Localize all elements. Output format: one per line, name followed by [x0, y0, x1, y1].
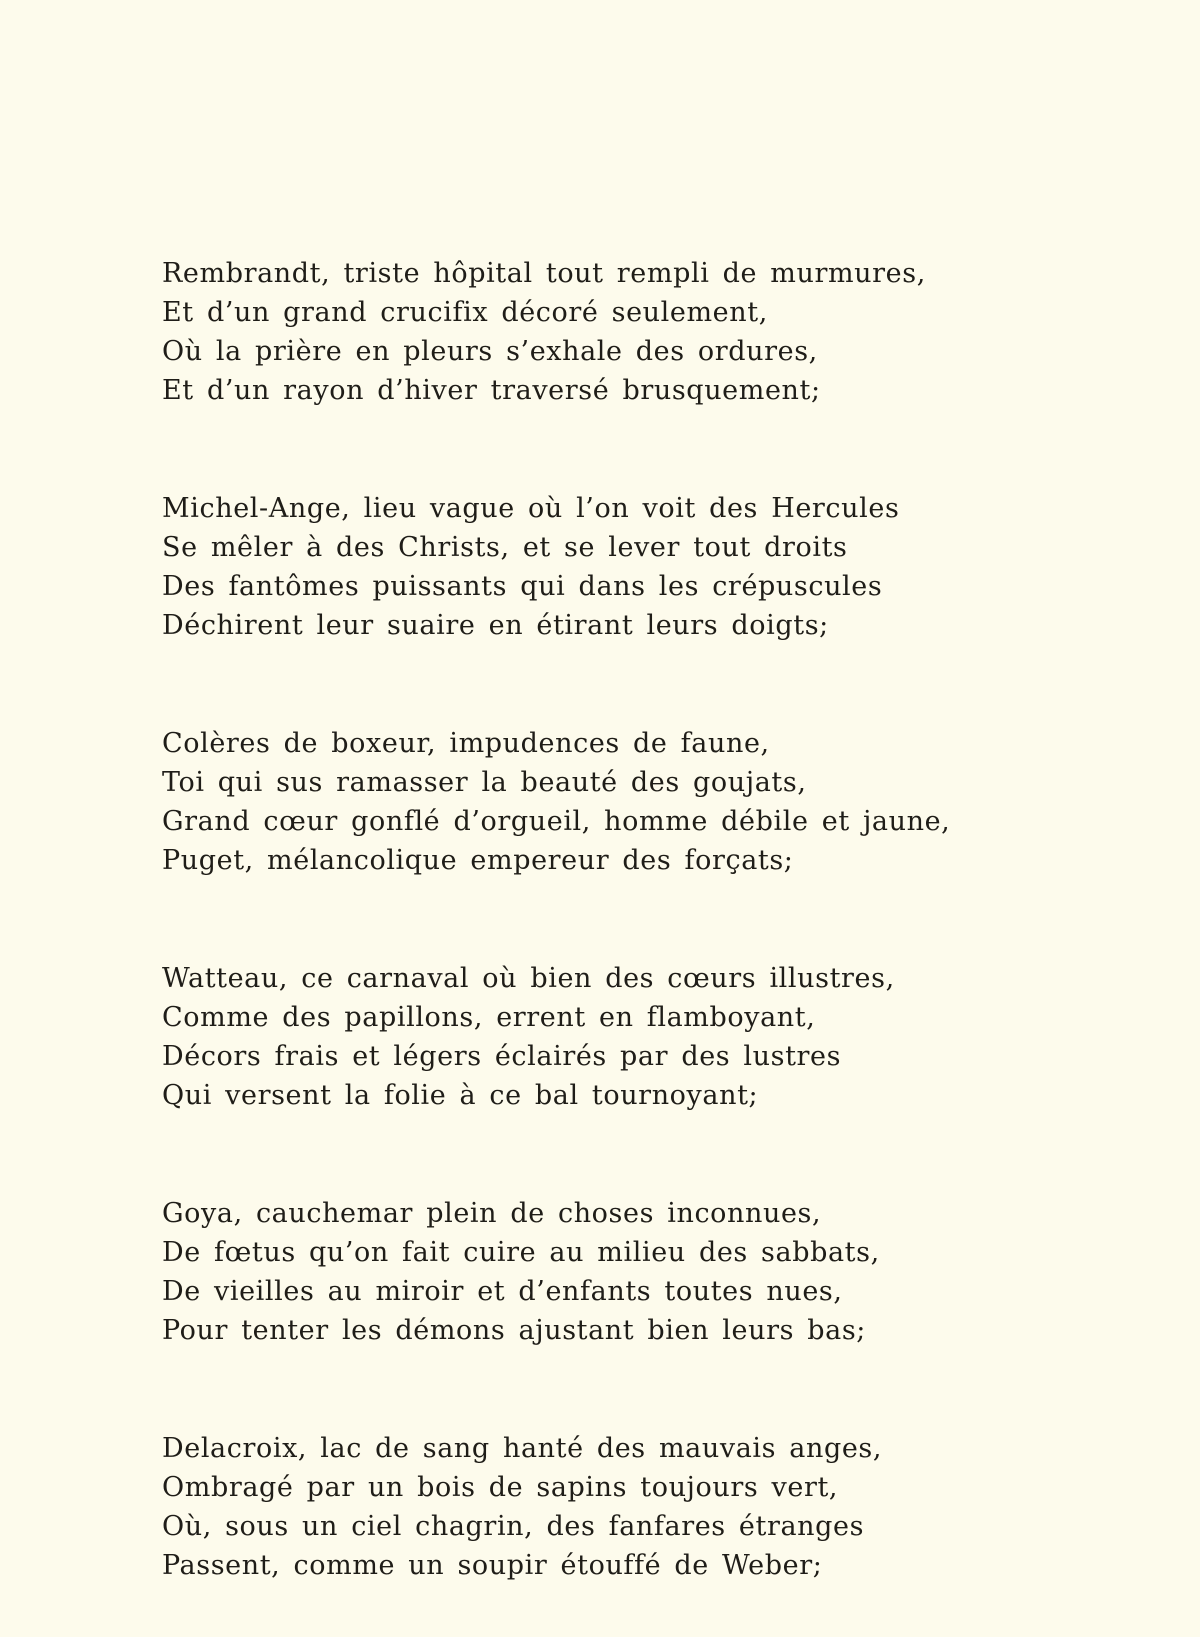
- poem-line: Pour tenter les démons ajustant bien leurs bas;: [162, 1315, 866, 1346]
- poem-line: Des fantômes puissants qui dans les crépuscules: [162, 571, 883, 602]
- poem-line: Colères de boxeur, impudences de faune,: [162, 728, 770, 759]
- poem-line: Et d’un rayon d’hiver traversé brusquement;: [162, 375, 821, 406]
- stanza-4: [162, 959, 1162, 1115]
- stanza-1: [162, 254, 1162, 410]
- stanza-2: [162, 489, 1162, 645]
- poem-line: Delacroix, lac de sang hanté des mauvais anges,: [162, 1433, 883, 1464]
- poem-line: Goya, cauchemar plein de choses inconnues,: [162, 1198, 822, 1229]
- poem-line: Déchirent leur suaire en étirant leurs doigts;: [162, 610, 829, 641]
- poem-line: Ombragé par un bois de sapins toujours vert,: [162, 1472, 839, 1503]
- poem-line: Passent, comme un soupir étouffé de Weber;: [162, 1550, 823, 1581]
- stanza-5: [162, 1194, 1162, 1350]
- poem-line: Grand cœur gonflé d’orgueil, homme débile et jaune,: [162, 806, 951, 837]
- poem-line: Où la prière en pleurs s’exhale des ordures,: [162, 336, 818, 367]
- poem-line: Watteau, ce carnaval où bien des cœurs illustres,: [162, 963, 895, 994]
- poem-line: Et d’un grand crucifix décoré seulement,: [162, 297, 768, 328]
- poem-line: De vieilles au miroir et d’enfants toutes nues,: [162, 1276, 843, 1307]
- poem-line: Décors frais et légers éclairés par des lustres: [162, 1041, 842, 1072]
- poem-line: Toi qui sus ramasser la beauté des goujats,: [162, 767, 807, 798]
- poem-line: Puget, mélancolique empereur des forçats;: [162, 845, 794, 876]
- poem-line: De fœtus qu’on fait cuire au milieu des sabbats,: [162, 1237, 880, 1268]
- stanza-6: [162, 1429, 1162, 1585]
- poem-line: Comme des papillons, errent en flamboyant,: [162, 1002, 816, 1033]
- poem-line: Rembrandt, triste hôpital tout rempli de murmures,: [162, 258, 926, 289]
- poem-line: Se mêler à des Christs, et se lever tout droits: [162, 532, 848, 563]
- poem-line: Michel-Ange, lieu vague où l’on voit des Hercules: [162, 493, 900, 524]
- poem-line: Qui versent la folie à ce bal tournoyant;: [162, 1080, 759, 1111]
- poem-line: Où, sous un ciel chagrin, des fanfares étranges: [162, 1511, 865, 1542]
- poem-text: [162, 254, 1162, 1585]
- stanza-3: [162, 724, 1162, 880]
